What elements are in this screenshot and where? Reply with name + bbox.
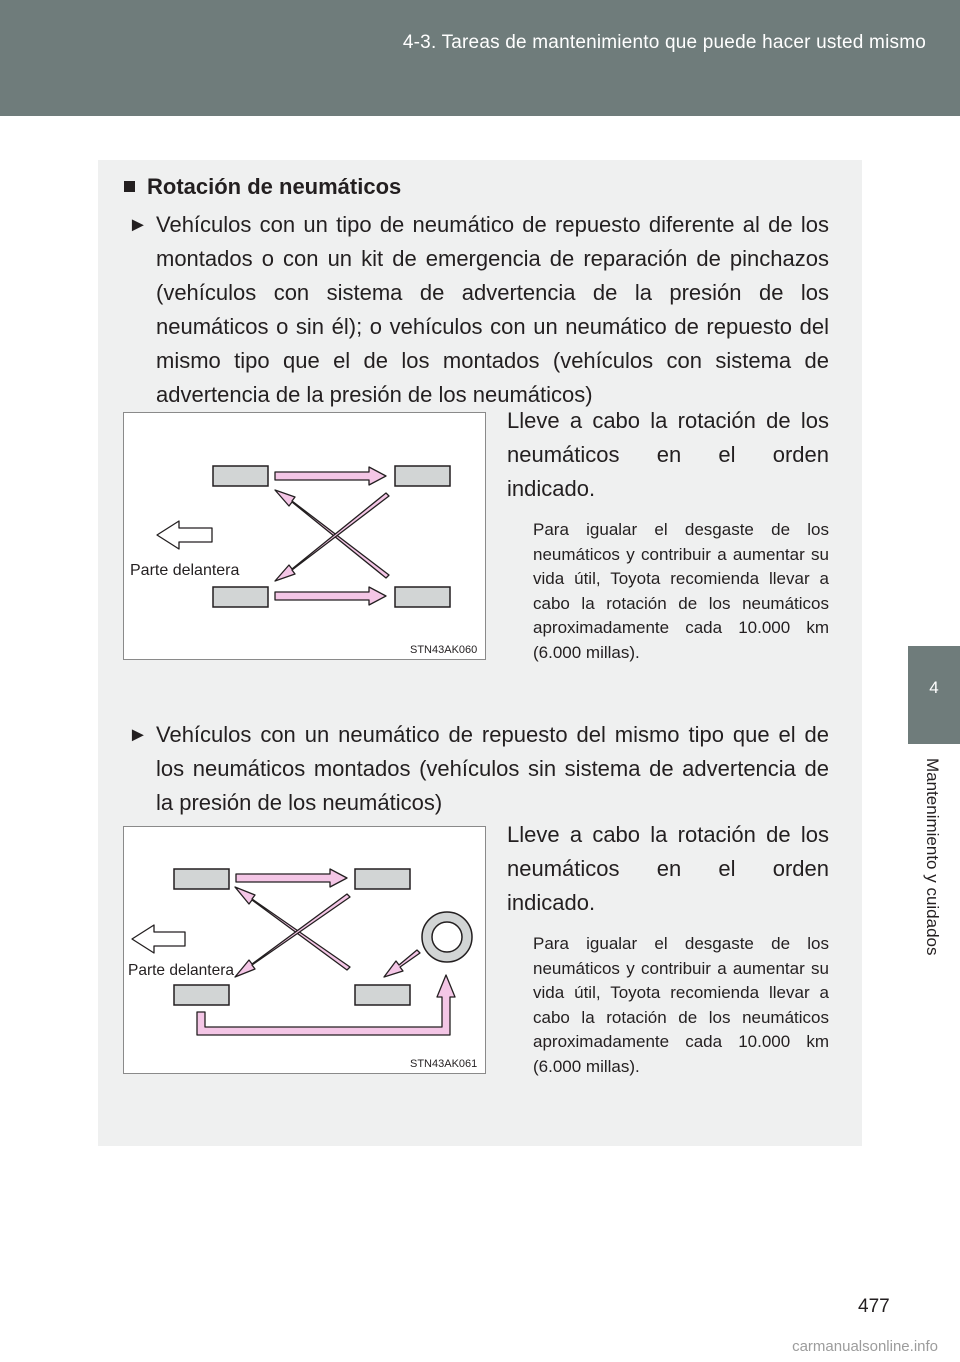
arrow-top (236, 869, 347, 887)
page-header (0, 0, 960, 116)
case2-note: Para igualar el desgaste de los neumáticos y contribuir a aumentar su vida útil, Toyota recomienda llevar a cabo la rotación de los neumáticos aproximadamente cada 10.000 km (6.000 millas). (533, 934, 829, 1076)
section-heading (124, 174, 401, 200)
arrow-top (275, 467, 386, 485)
rotation-figure-2 (123, 826, 486, 1074)
heading-text: Rotación de neumáticos (147, 174, 402, 199)
chapter-number: 4 (929, 678, 939, 697)
rotation-diagram-1 (124, 413, 485, 659)
figure-code: STN43AK061 (410, 1058, 478, 1070)
arrow-loop-to-spare (197, 975, 455, 1035)
figure-code: STN43AK060 (410, 644, 478, 656)
front-direction-arrow-icon (157, 521, 212, 549)
pointer-bullet-icon: ► (128, 214, 148, 236)
front-label: Parte delantera (128, 962, 235, 979)
page-number: 477 (858, 1296, 890, 1317)
watermark: carmanualsonline.info (792, 1338, 938, 1355)
case1-instruction: Lleve a cabo la rotación de los neumáticos en el orden indicado. (507, 408, 829, 501)
tire-rear-left (395, 466, 450, 486)
section-title: 4-3. Tareas de mantenimiento que puede hacer usted mismo (402, 32, 926, 53)
arrow-bottom (275, 587, 386, 605)
arrow-diagonal-up (275, 490, 389, 578)
case1-note: Para igualar el desgaste de los neumáticos y contribuir a aumentar su vida útil, Toyota recomienda llevar a cabo la rotación de los neumáticos aproximadamente cada 10.000 km (6.000 millas). (533, 520, 829, 662)
tire-rear-right (395, 587, 450, 607)
arrow-spare-to-rear (384, 950, 420, 977)
case2-text: Vehículos con un neumático de repuesto del mismo tipo que el de los neumáticos montados (vehículos sin sistema de advertencia de la presión de los neumáticos) (156, 722, 829, 815)
case1-text: Vehículos con un tipo de neumático de repuesto diferente al de los montados o con un kit de emergencia de reparación de pinchazos (vehículos con sistema de advertencia de la presión de los neumáticos o sin él); o vehículos con un neumático de repuesto del mismo tipo que el de los montados (vehículos con sistema de advertencia de la presión de los neumáticos) (156, 212, 829, 407)
case2-paragraph (128, 718, 829, 820)
spare-tire-icon (422, 912, 472, 962)
square-bullet-icon (124, 181, 135, 192)
front-direction-arrow-icon (132, 925, 185, 953)
arrow-diagonal-down (275, 493, 389, 581)
chapter-tab (908, 646, 960, 744)
case1-paragraph (128, 208, 829, 412)
tire-front-right (213, 587, 268, 607)
tire-front-left (213, 466, 268, 486)
case2-instruction: Lleve a cabo la rotación de los neumáticos en el orden indicado. (507, 822, 829, 915)
pointer-bullet-icon: ► (128, 724, 148, 746)
tire-rear-right (355, 985, 410, 1005)
arrow-diagonal-down (235, 894, 350, 977)
tire-rear-left (355, 869, 410, 889)
chapter-label-wrapper (912, 758, 952, 1018)
rotation-diagram-2 (124, 827, 485, 1073)
rotation-figure-1 (123, 412, 486, 660)
tire-front-left (174, 869, 229, 889)
front-label: Parte delantera (130, 562, 240, 579)
chapter-label: Mantenimiento y cuidados (923, 758, 942, 956)
arrow-diagonal-up (235, 887, 350, 970)
tire-front-right (174, 985, 229, 1005)
